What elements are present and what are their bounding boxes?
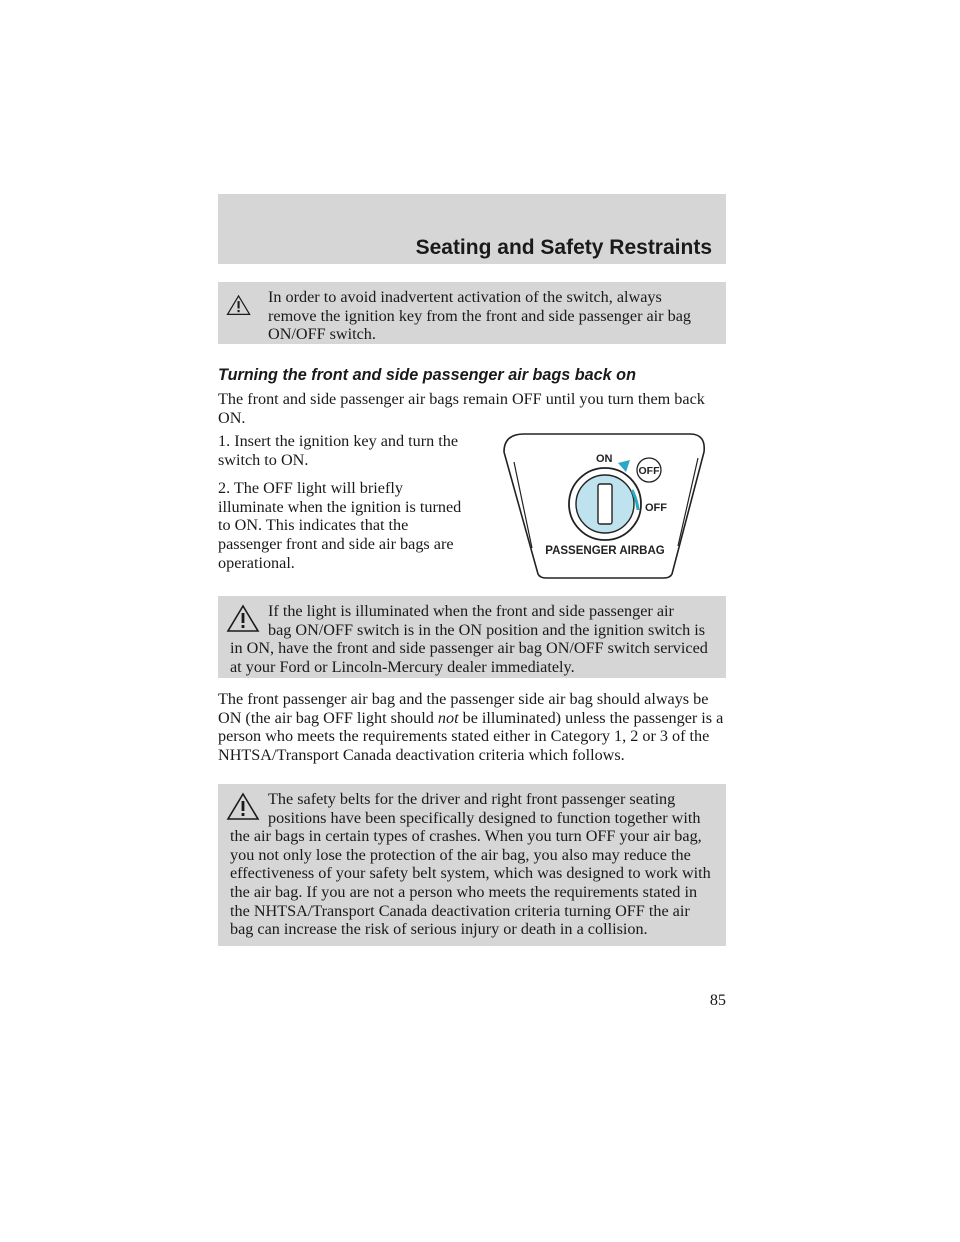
label-passenger-airbag: PASSENGER AIRBAG [545,545,665,557]
warning-triangle-icon [226,293,260,321]
steps-list [218,432,468,572]
warning-triangle-icon [226,604,260,632]
warning-text-rest-span: positions have been specifically designed to function together with the air bags in certain types of crashes. When you turn OFF your air bag, you not only lose the protection of the air bag, you also may reduce the effectiveness of your safety belt system, which was designed to work with the air bag. If you are not a person who meets the requirements stated in the NHTSA/Transport Canada deactivation criteria turning OFF the air bag can increase the risk of serious injury or death in a collision. [230,808,711,939]
criteria-text [218,690,726,764]
warning-text-line1: In order to avoid inadvertent activation of the switch, always [268,288,662,306]
warning-box [218,282,726,344]
criteria-text-part1: The front passenger air bag and the passenger side air bag should always be ON (the air bag OFF light should [218,690,709,727]
intro-text: The front and side passenger air bags remain OFF until you turn them back ON. [218,390,705,427]
label-off-light: OFF [638,465,660,477]
label-off: OFF [645,502,667,514]
section-header [218,194,726,264]
warning-box [218,596,726,678]
label-on: ON [596,453,613,465]
airbag-switch-figure [500,428,710,580]
warning-text-line1: If the light is illuminated when the front and side passenger air [268,602,674,620]
warning-text-line1: The safety belts for the driver and right front passenger seating [268,790,676,808]
warning-text-rest: remove the ignition key from the front and side passenger air bag ON/OFF switch. [268,306,691,344]
step-item: 2. The OFF light will briefly illuminate when the ignition is turned to ON. This indicates that the passenger front and side air bags are operational. [218,479,462,572]
warning-text-rest [230,621,714,677]
section-title: Seating and Safety Restraints [415,236,712,259]
warning-box [218,784,726,946]
page-number: 85 [709,991,726,1009]
criteria-paragraph [218,690,726,764]
step-item: 1. Insert the ignition key and turn the switch to ON. [218,432,459,469]
warning-text-rest-span: bag ON/OFF switch is in the ON position and the ignition switch is in ON, have the front and side passenger air bag ON/OFF switch serviced at your Ford or Lincoln-Mercury dealer immediately. [230,620,708,676]
warning-triangle-icon [226,792,260,820]
criteria-text-part2: be illuminated) unless the passenger is a person who meets the requirements stated either in Category 1, 2 or 3 of the NHTSA/Transport Canada deactivation criteria which follows. [218,708,724,764]
warning-text-rest [230,809,714,939]
key-slot-icon [598,484,612,524]
intro-paragraph [218,390,726,427]
section-heading: Turning the front and side passenger air bags back on [218,366,636,384]
criteria-text-italic: not [437,708,459,727]
